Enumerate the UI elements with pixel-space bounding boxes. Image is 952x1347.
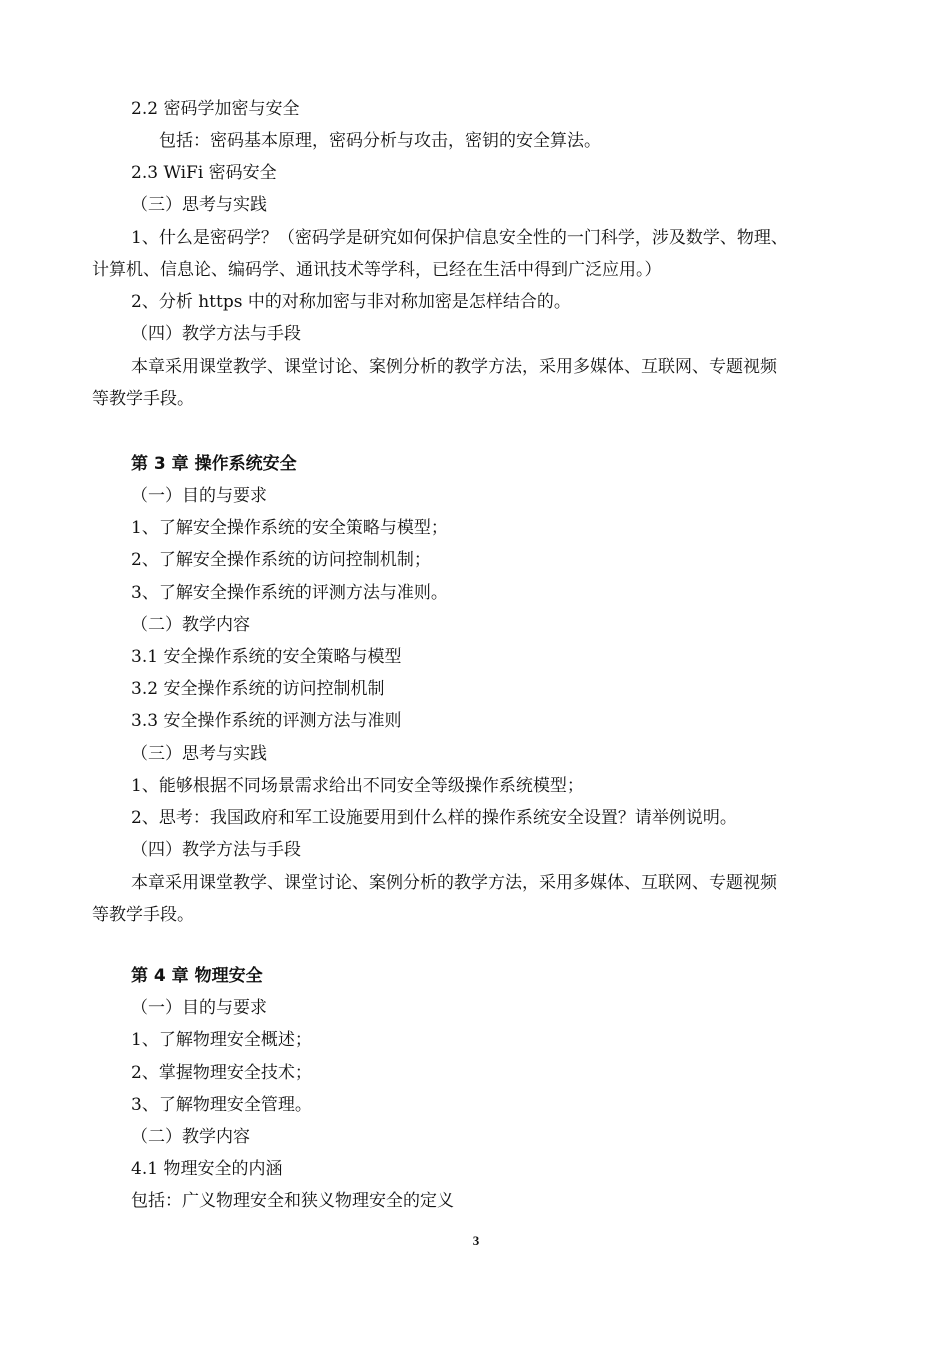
subheading-goals: （一）目的与要求 (131, 486, 267, 506)
methods-paragraph: 本章采用课堂教学、课堂讨论、案例分析的教学方法，采用多媒体、互联网、专题视频 (131, 357, 777, 377)
goal-item-1: 1、了解安全操作系统的安全策略与模型； (131, 518, 448, 538)
section-3-2: 3.2 安全操作系统的访问控制机制 (131, 679, 385, 699)
chapter-4-title: 第 4 章 物理安全 (131, 966, 263, 986)
practice-item-1-cont: 计算机、信息论、编码学、通讯技术等学科，已经在生活中得到广泛应用。） (92, 260, 662, 280)
section-3-1: 3.1 安全操作系统的安全策略与模型 (131, 647, 402, 667)
practice-item-1: 1、能够根据不同场景需求给出不同安全等级操作系统模型； (131, 776, 584, 796)
methods-paragraph: 本章采用课堂教学、课堂讨论、案例分析的教学方法，采用多媒体、互联网、专题视频 (131, 873, 777, 893)
section-2-2-heading: 2.2 密码学加密与安全 (131, 99, 300, 119)
subheading-content: （二）教学内容 (131, 615, 250, 635)
goal-item-1: 1、了解物理安全概述； (131, 1030, 312, 1050)
section-4-1-body: 包括：广义物理安全和狭义物理安全的定义 (131, 1191, 454, 1211)
section-4-1: 4.1 物理安全的内涵 (131, 1159, 283, 1179)
practice-item-1: 1、什么是密码学？（密码学是研究如何保护信息安全性的一门科学，涉及数学、物理、 (131, 228, 788, 248)
page-number: 3 (472, 1233, 480, 1248)
subheading-content: （二）教学内容 (131, 1127, 250, 1147)
subheading-goals: （一）目的与要求 (131, 998, 267, 1018)
methods-paragraph-cont: 等教学手段。 (92, 389, 194, 409)
goal-item-3: 3、了解安全操作系统的评测方法与准则。 (131, 583, 448, 603)
subheading-practice: （三）思考与实践 (131, 744, 267, 764)
subheading-practice: （三）思考与实践 (131, 195, 267, 215)
subheading-methods: （四）教学方法与手段 (131, 324, 301, 344)
chapter-3-title: 第 3 章 操作系统安全 (131, 454, 297, 474)
goal-item-2: 2、了解安全操作系统的访问控制机制； (131, 550, 431, 570)
subheading-methods: （四）教学方法与手段 (131, 840, 301, 860)
section-3-3: 3.3 安全操作系统的评测方法与准则 (131, 711, 402, 731)
practice-item-2: 2、分析 https 中的对称加密与非对称加密是怎样结合的。 (131, 292, 571, 312)
practice-item-2: 2、思考：我国政府和军工设施要用到什么样的操作系统安全设置？请举例说明。 (131, 808, 737, 828)
methods-paragraph-cont: 等教学手段。 (92, 905, 194, 925)
goal-item-3: 3、了解物理安全管理。 (131, 1095, 312, 1115)
section-2-2-body: 包括：密码基本原理，密码分析与攻击，密钥的安全算法。 (159, 131, 601, 151)
goal-item-2: 2、掌握物理安全技术； (131, 1063, 312, 1083)
section-2-3-heading: 2.3 WiFi 密码安全 (131, 163, 277, 183)
